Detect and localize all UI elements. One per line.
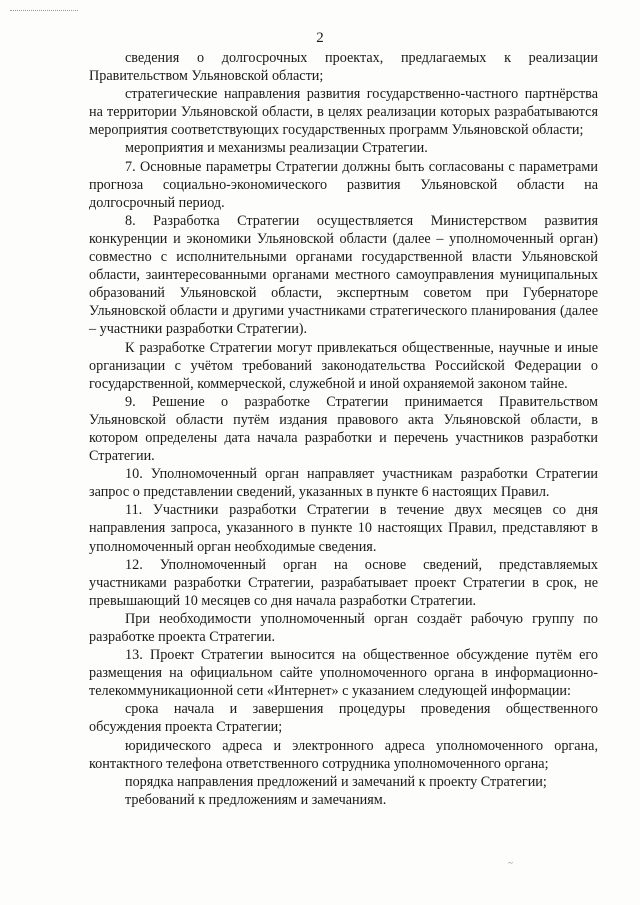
paragraph-organizations: К разработке Стратегии могут привлекаться общественные, научные и иные организации с учётом требований законодательства Российской Федерации о государственной, коммерческой, служебной и иной охраняемой законом тайне.: [89, 339, 598, 392]
paragraph-submission-procedure: порядка направления предложений и замечаний к проекту Стратегии;: [125, 773, 547, 790]
paragraph-item-13: 13. Проект Стратегии выносится на общественное обсуждение путём его размещения на официальном сайте уполномоченного органа в информационно-телекоммуникационной сети «Интернет» с указанием следующей информации:: [89, 647, 598, 700]
paragraph-item-8: 8. Разработка Стратегии осуществляется Министерством развития конкуренции и экономики Ульяновской области (далее – уполномоченный орган) совместно с исполнительными органами государственной власти Ульяновской области, заинтересованными органами местного самоуправления муниципальных образований Ульяновской области, экспертным советом при Губернаторе Ульяновской области и другими участниками стратегического планирования (далее – участники разработки Стратегии).: [89, 212, 598, 338]
scan-artifact: ~: [508, 858, 513, 868]
paragraph-discussion-period: срока начала и завершения процедуры проведения общественного обсуждения проекта Стратегии;: [89, 701, 598, 736]
paragraph-item-12: 12. Уполномоченный орган на основе сведений, представляемых участниками разработки Стратегии, разрабатывает проект Стратегии в срок, не превышающий 10 месяцев со дня начала разработки Стратегии.: [89, 556, 598, 609]
paragraph-requirements: требований к предложениям и замечаниям.: [125, 791, 387, 808]
paragraph-long-term-projects: сведения о долгосрочных проектах, предлагаемых к реализации Правительством Ульяновской области;: [89, 50, 598, 85]
scan-artifact: [10, 10, 78, 13]
paragraph-item-10: 10. Уполномоченный орган направляет участникам разработки Стратегии запрос о представлении сведений, указанных в пункте 6 настоящих Правил.: [89, 466, 598, 501]
paragraph-ppp-directions: стратегические направления развития государственно-частного партнёрства на территории Ульяновской области, в целях реализации которых разрабатываются мероприятия соответствующих государственных программ Ульяновской области;: [89, 86, 598, 139]
paragraph-working-group: При необходимости уполномоченный орган создаёт рабочую группу по разработке проекта Стратегии.: [89, 610, 598, 645]
document-body: [89, 49, 598, 809]
page-number: 2: [316, 30, 324, 46]
paragraph-item-11: 11. Участники разработки Стратегии в течение двух месяцев со дня направления запроса, указанного в пункте 10 настоящих Правил, представляют в уполномоченный орган необходимые сведения.: [89, 502, 598, 555]
paragraph-item-7: 7. Основные параметры Стратегии должны быть согласованы с параметрами прогноза социально-экономического развития Ульяновской области на долгосрочный период.: [89, 158, 598, 211]
paragraph-addresses: юридического адреса и электронного адреса уполномоченного органа, контактного телефона ответственного сотрудника уполномоченного органа;: [89, 737, 598, 772]
paragraph-item-9: 9. Решение о разработке Стратегии принимается Правительством Ульяновской области путём издания правового акта Ульяновской области, в котором определены дата начала разработки и перечень участников разработки Стратегии.: [89, 393, 598, 465]
paragraph-implementation-measures: мероприятия и механизмы реализации Стратегии.: [125, 140, 428, 157]
